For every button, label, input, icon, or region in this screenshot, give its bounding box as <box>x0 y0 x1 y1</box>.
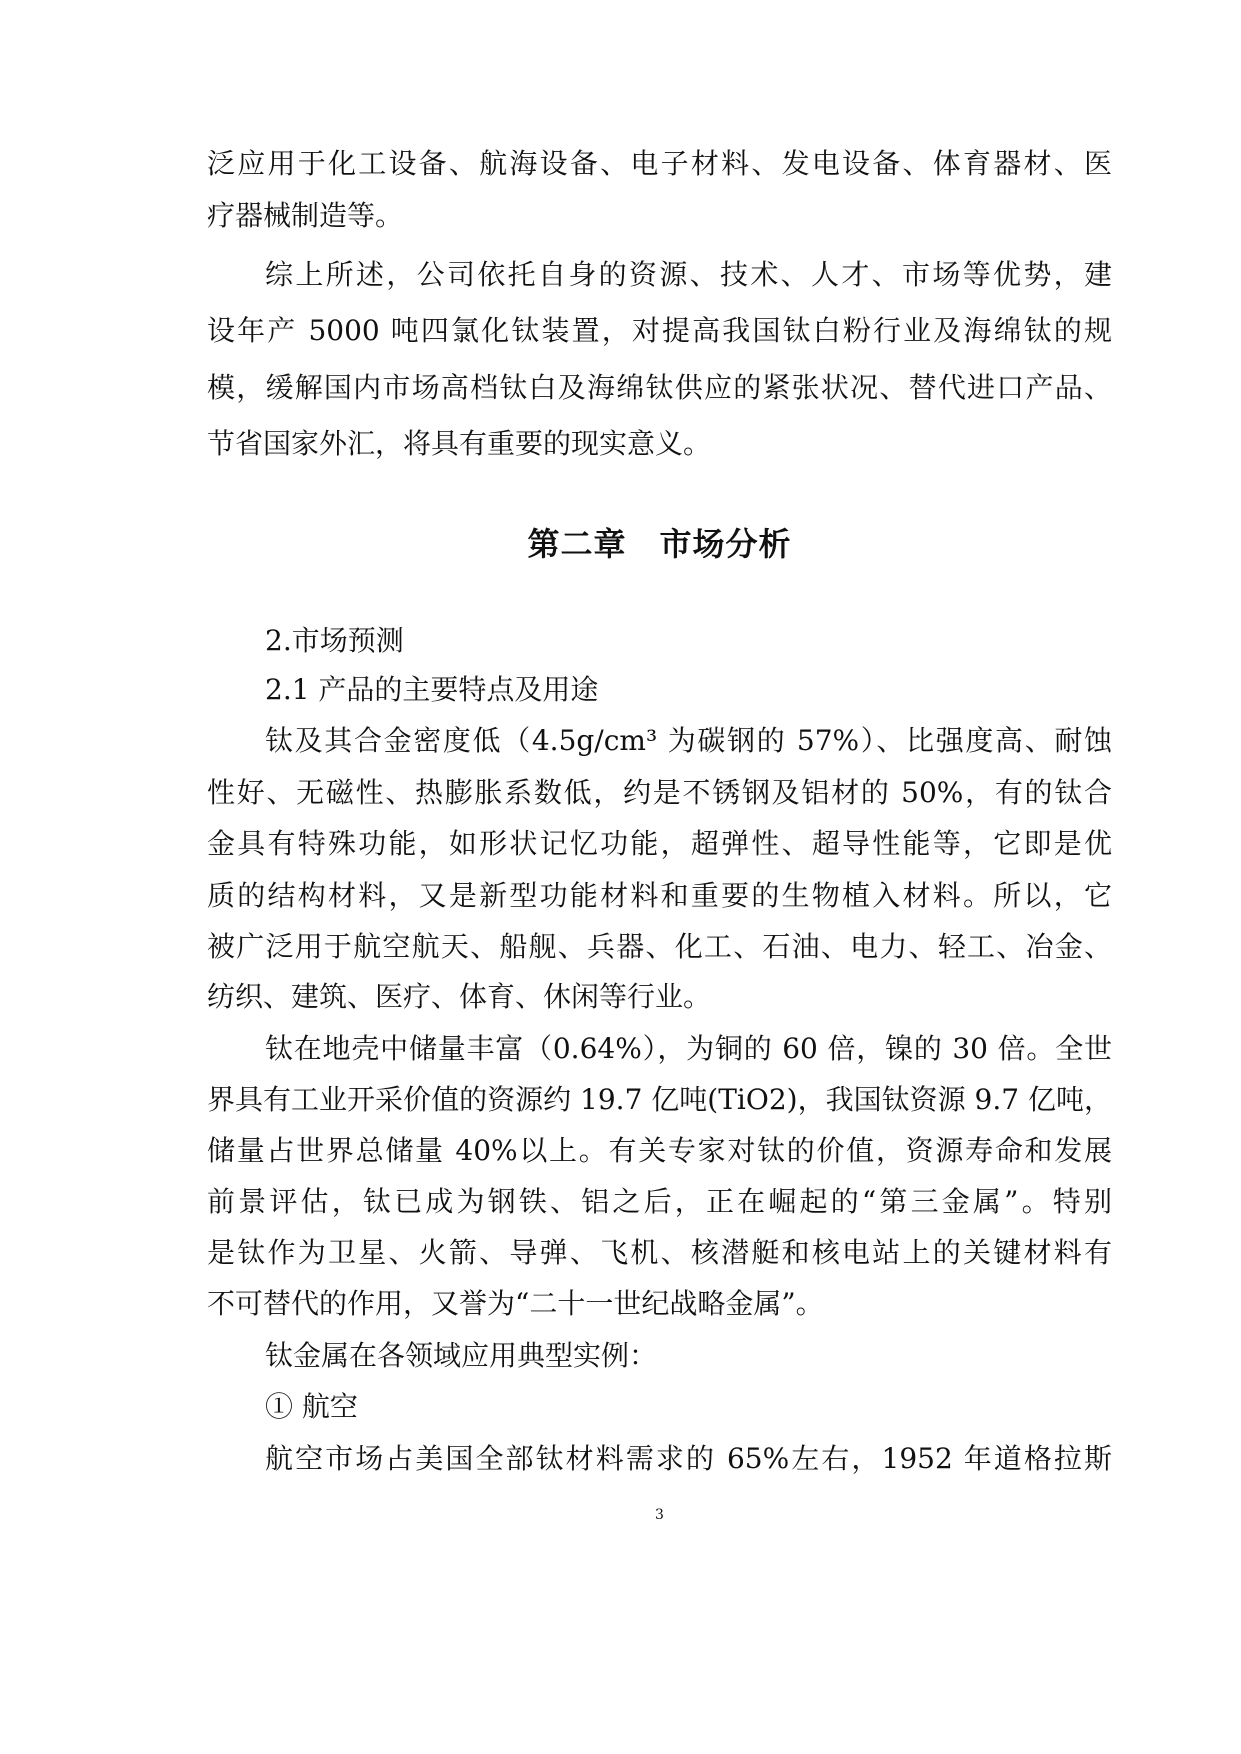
paragraph-line: 设年产 5000 吨四氯化钛装置，对提高我国钛白粉行业及海绵钛的规 <box>207 314 1112 347</box>
paragraph-line: 储量占世界总储量 40%以上。有关专家对钛的价值，资源寿命和发展 <box>207 1134 1112 1167</box>
page-number: 3 <box>655 1507 664 1523</box>
paragraph-line: 前景评估，钛已成为钢铁、铝之后，正在崛起的“第三金属”。特别 <box>207 1185 1112 1218</box>
subsection-heading: 2.1 产品的主要特点及用途 <box>265 673 599 706</box>
paragraph-line: 疗器械制造等。 <box>207 199 404 232</box>
paragraph-line: 综上所述，公司依托自身的资源、技术、人才、市场等优势，建 <box>265 258 1112 291</box>
document-page <box>207 0 1112 1754</box>
paragraph-line: 钛及其合金密度低（4.5g/cm³ 为碳钢的 57%）、比强度高、耐蚀 <box>265 724 1112 757</box>
paragraph-line: 节省国家外汇，将具有重要的现实意义。 <box>207 427 712 460</box>
list-item-heading: ① 航空 <box>265 1390 358 1423</box>
paragraph-line: 航空市场占美国全部钛材料需求的 65%左右，1952 年道格拉斯 <box>265 1442 1112 1475</box>
paragraph-line: 是钛作为卫星、火箭、导弹、飞机、核潜艇和核电站上的关键材料有 <box>207 1236 1112 1269</box>
paragraph-line: 质的结构材料，又是新型功能材料和重要的生物植入材料。所以，它 <box>207 879 1112 912</box>
paragraph-line: 不可替代的作用，又誉为“二十一世纪战略金属”。 <box>207 1287 824 1320</box>
paragraph-line: 模，缓解国内市场高档钛白及海绵钛供应的紧张状况、替代进口产品、 <box>207 371 1112 404</box>
chapter-heading: 第二章 市场分析 <box>527 525 792 563</box>
paragraph-line: 被广泛用于航空航天、船舰、兵器、化工、石油、电力、轻工、冶金、 <box>207 930 1112 963</box>
paragraph-line: 金具有特殊功能，如形状记忆功能，超弹性、超导性能等，它即是优 <box>207 827 1112 860</box>
paragraph-line: 纺织、建筑、医疗、体育、休闲等行业。 <box>207 980 712 1013</box>
paragraph-line: 钛在地壳中储量丰富（0.64%），为铜的 60 倍，镍的 30 倍。全世 <box>265 1032 1112 1065</box>
paragraph-line: 泛应用于化工设备、航海设备、电子材料、发电设备、体育器材、医 <box>207 147 1112 180</box>
paragraph-line: 钛金属在各领域应用典型实例： <box>265 1339 658 1372</box>
section-heading: 2.市场预测 <box>265 624 404 657</box>
paragraph-line: 性好、无磁性、热膨胀系数低，约是不锈钢及铝材的 50%，有的钛合 <box>207 776 1112 809</box>
paragraph-line: 界具有工业开采价值的资源约 19.7 亿吨(TiO2)，我国钛资源 9.7 亿吨， <box>207 1083 1112 1116</box>
